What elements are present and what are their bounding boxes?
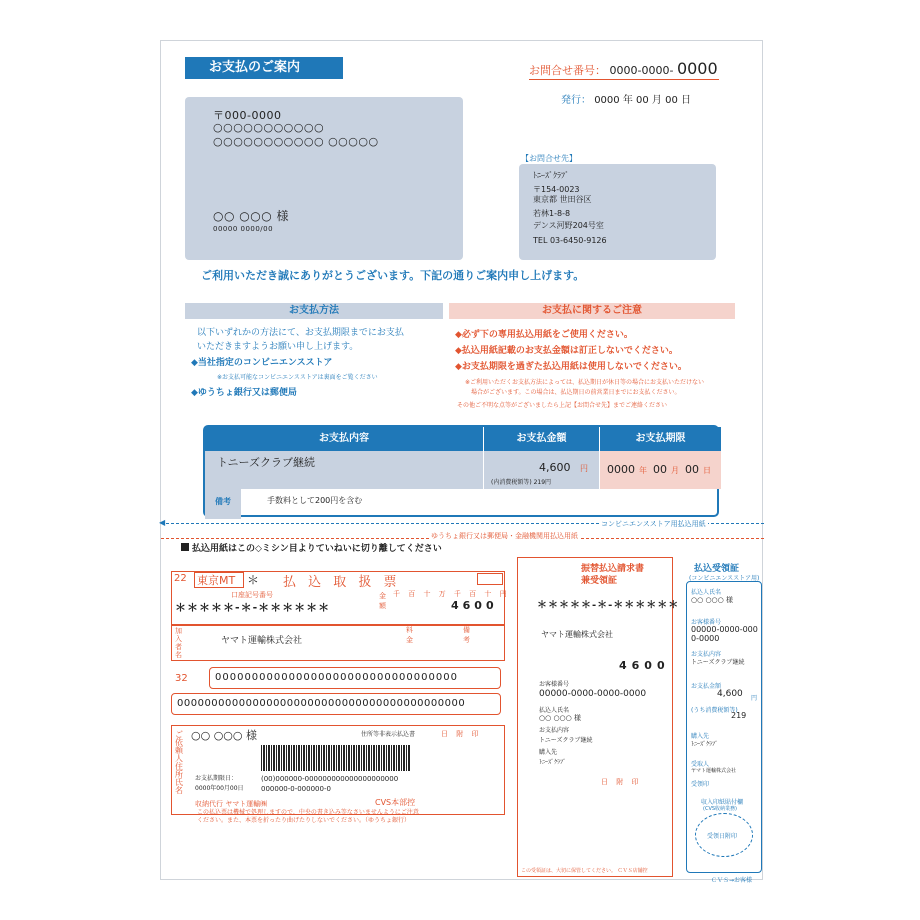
cut-notice-text: 払込用紙はこの◇ミシン目よりていねいに切り離してください xyxy=(192,544,442,554)
barcode xyxy=(261,745,411,771)
inquiry-number-suffix: 0000 xyxy=(676,59,718,78)
barcode-number2: 000000-0-000000-0 xyxy=(261,785,331,793)
middle-footer: この受領証は、大切に保管してください。 ＣＶＳ店舗控 xyxy=(521,868,648,874)
contact-address1: 東京都 世田谷区 xyxy=(533,195,592,204)
slip-payee: ヤマト運輸株式会社 xyxy=(221,636,303,646)
middle-content: トニーズクラブ継続 xyxy=(539,737,593,744)
recipient-name: ○○ ○○○ 様 xyxy=(213,209,289,223)
middle-customer-no-label: お客様番号 xyxy=(539,681,570,688)
caution-item3: ◆お支払期限を過ぎた払込用紙は使用しないでください。 xyxy=(455,362,687,372)
slip-amount: 4600 xyxy=(451,599,498,612)
middle-shop-label: 購入先 xyxy=(539,749,558,756)
due-month-unit: 月 xyxy=(671,466,679,475)
issue-date-label: 発行： xyxy=(561,95,591,106)
inquiry-label: お問合せ番号： xyxy=(529,64,606,77)
caution-heading: お支払に関するご注意 xyxy=(449,303,735,319)
thanks-message: ご利用いただき誠にありがとうございます。下記の通りご案内申し上げます。 xyxy=(201,269,585,282)
slip-date-stamp: 日 附 印 xyxy=(441,730,482,738)
recipient-address-box xyxy=(185,97,463,260)
receipt-title: 払込受領証 xyxy=(694,564,740,574)
slip-footer1: この払込票は機械で処理しますので、中央の書き込み等なさいませんようにご注意 xyxy=(197,809,419,816)
receipt-amount: 4,600 xyxy=(717,689,743,699)
receipt-payer: ○○ ○○○ 様 xyxy=(691,596,733,604)
slip-kin-label: 金額 xyxy=(379,592,386,610)
receipt-collector: ヤマト運輸株式会社 xyxy=(691,768,737,774)
contact-address2: 若林1-8-8 xyxy=(533,209,571,218)
due-year-unit: 年 xyxy=(639,466,647,475)
middle-content-label: お支払内容 xyxy=(539,727,570,734)
long-number1: 000000000000000000000000000000000 xyxy=(215,672,458,683)
recipient-code: 00000 0000/00 xyxy=(213,225,274,233)
due-day-unit: 日 xyxy=(703,466,711,475)
middle-payer-label: 払込人氏名 xyxy=(539,707,570,714)
inquiry-underline xyxy=(529,79,719,80)
slip-requester: ○○ ○○○ 様 xyxy=(191,729,257,742)
cut-notice xyxy=(181,541,442,554)
slip-agent: 収納代行 ヤマト運輸㈱ xyxy=(195,800,268,808)
slip-due-value: 0000年00月00日 xyxy=(195,785,244,792)
receipt-customer-no-label: お客様番号 xyxy=(691,619,722,626)
middle-amount: 4600 xyxy=(619,659,670,672)
remarks-value: 手数料として200円を含む xyxy=(267,496,363,505)
middle-account: ＊＊＊＊＊-＊-＊＊＊＊＊＊ xyxy=(537,600,680,611)
receipt-shop: ﾄﾆｰｽﾞｸﾗﾌﾞ xyxy=(691,741,719,748)
slip-unit-labels: 千 百 十 万 千 百 十 円 xyxy=(393,590,510,598)
payment-option-post: ◆ゆうちょ銀行又は郵便局 xyxy=(191,388,297,398)
contact-address3: デンス河野204号室 xyxy=(533,221,604,230)
contact-box xyxy=(519,164,716,260)
col-amount-header: お支払金額 xyxy=(484,427,599,451)
cut-line-post-label: ゆうちょ銀行又は郵便局・金融機関用払込用紙 xyxy=(431,532,578,540)
receipt-tax: 219 xyxy=(731,711,747,720)
contact-tel: TEL 03-6450-9126 xyxy=(533,236,607,245)
receipt-footer: ＣＶＳ→お客様 xyxy=(711,877,753,884)
receipt-amount-yen: 円 xyxy=(751,695,758,702)
payment-due-date xyxy=(607,463,711,476)
receipt-date-stamp: 受領日附印 xyxy=(707,833,738,840)
slip-tokyo: 東京MT xyxy=(197,574,236,587)
payment-notice-page xyxy=(159,40,763,884)
slip-title: 払 込 取 扱 票 xyxy=(283,575,401,590)
receipt-payer-label: 払込人氏名 xyxy=(691,589,722,596)
slip-remarks-label: 備考 xyxy=(463,626,470,644)
col-content-header: お支払内容 xyxy=(205,427,483,451)
receipt-tax-label: (うち消費税額等) xyxy=(691,707,738,714)
caution-note1: ※ご利用いただくお支払方法によっては、払込期日が休日等の場合にお支払いただけない xyxy=(465,379,705,386)
receipt-content: トニーズクラブ継続 xyxy=(691,659,745,666)
payment-amount-yen: 円 xyxy=(580,464,588,473)
cut-line-cvs-label: コンビニエンスストア用払込用紙 xyxy=(601,520,706,528)
receipt-amount-label: お支払金額 xyxy=(691,683,722,690)
contact-postal: 〒154-0023 xyxy=(533,185,580,194)
long-number2: 000000000000000000000000000000000000000000 xyxy=(177,698,466,709)
blank-box xyxy=(477,573,503,585)
issue-date-value: 0000 年 00 月 00 日 xyxy=(594,95,691,106)
payment-method-intro1: 以下いずれかの方法にて、お支払期限までにお支払 xyxy=(197,328,404,338)
receipt-content-label: お支払内容 xyxy=(691,651,722,658)
caution-note3: その他ご不明な点等がございましたら上記【お問合せ先】までご連絡ください xyxy=(457,402,668,409)
caution-item2: ◆払込用紙記載のお支払金額は訂正しないでください。 xyxy=(455,346,678,356)
slip-addr-hidden: 住所等非表示払込書 xyxy=(361,731,416,738)
payment-method-heading: お支払方法 xyxy=(185,303,443,319)
slip-code-32: 32 xyxy=(175,673,188,684)
middle-slip-title2: 兼受領証 xyxy=(581,576,618,586)
due-year: 0000 xyxy=(607,463,635,476)
contact-company: ﾄﾆｰｽﾞｸﾗﾌﾞ xyxy=(533,171,569,180)
recipient-address2: ○○○○○○○○○○○ ○○○○○ xyxy=(213,135,379,148)
caution-note2: 場合がございます。この場合は、払込期日の前営業日までにお支払ください。 xyxy=(471,389,681,396)
recipient-postal: 〒000-0000 xyxy=(213,109,282,122)
due-day: 00 xyxy=(685,463,699,476)
middle-payer: ○○ ○○○ 様 xyxy=(539,714,581,722)
slip-footer2: ください。また、本票を折ったり曲げたりしないでください。（ゆうちょ銀行） xyxy=(197,817,411,824)
slip-code-22: 22 xyxy=(174,573,187,584)
receipt-customer-no: 00000-0000-0000-0000 xyxy=(691,625,758,643)
slip-star: ＊ xyxy=(247,573,260,587)
payment-tax-note: (内消費税額等) 219円 xyxy=(491,479,552,486)
barcode-number1: (00)000000-000000000000000000000 xyxy=(261,775,399,783)
payment-item: トニーズクラブ継続 xyxy=(217,456,316,469)
payment-option-cvs-note: ※お支払可能なコンビニエンスストアは裏面をご覧ください xyxy=(217,374,378,381)
payment-amount-value: 4,600 xyxy=(539,461,571,474)
page-title: お支払のご案内 xyxy=(185,57,343,79)
slip-payee-label: 加入者名 xyxy=(175,627,182,659)
middle-slip-title1: 振替払込請求書 xyxy=(581,564,645,574)
issue-date xyxy=(561,91,691,106)
slip-account: ＊＊＊＊＊-＊-＊＊＊＊＊＊ xyxy=(175,601,331,614)
middle-customer-no: 00000-0000-0000-0000 xyxy=(539,689,647,699)
receipt-stamp-box2: (CVS收納業務) xyxy=(703,806,737,812)
receipt-collector-label: 受取人 xyxy=(691,761,710,768)
receipt-stamp-label: 受領印 xyxy=(691,781,710,788)
receipt-subtitle: (コンビニエンスストア用) xyxy=(689,575,760,582)
receipt-stamp-box: 収入印紙貼付欄 xyxy=(701,799,744,806)
payment-table xyxy=(203,425,719,517)
caution-item1: ◆必ず下の専用払込用紙をご使用ください。 xyxy=(455,330,633,340)
inquiry-number xyxy=(529,59,718,78)
arrow-left-icon: ◀ xyxy=(159,518,166,527)
recipient-address1: ○○○○○○○○○○○ xyxy=(213,121,325,134)
receipt-shop-label: 購入先 xyxy=(691,733,710,740)
middle-date-stamp: 日 附 印 xyxy=(601,778,642,786)
slip-requester-label: ご依頼人住所氏名 xyxy=(175,730,183,795)
square-icon xyxy=(181,543,189,551)
payment-amount xyxy=(539,461,588,474)
inquiry-number-prefix: 0000-0000- xyxy=(609,64,674,77)
payment-option-cvs: ◆当社指定のコンビニエンスストア xyxy=(191,358,333,368)
slip-cvs-copy: CVS本部控 xyxy=(375,798,416,807)
slip-due-label: お支払期限日： xyxy=(195,775,238,782)
col-due-header: お支払期限 xyxy=(600,427,721,451)
slip-account-label: 口座記号番号 xyxy=(231,591,273,599)
due-month: 00 xyxy=(653,463,667,476)
payment-method-intro2: いただきますようお願い申し上げます。 xyxy=(197,342,359,352)
contact-label: 【お問合せ先】 xyxy=(521,154,577,163)
middle-shop: ﾄﾆｰｽﾞｸﾗﾌﾞ xyxy=(539,759,567,766)
slip-fee-label: 料金 xyxy=(406,626,413,644)
middle-payee: ヤマト運輸株式会社 xyxy=(541,630,613,639)
remarks-label: 備考 xyxy=(205,489,241,519)
